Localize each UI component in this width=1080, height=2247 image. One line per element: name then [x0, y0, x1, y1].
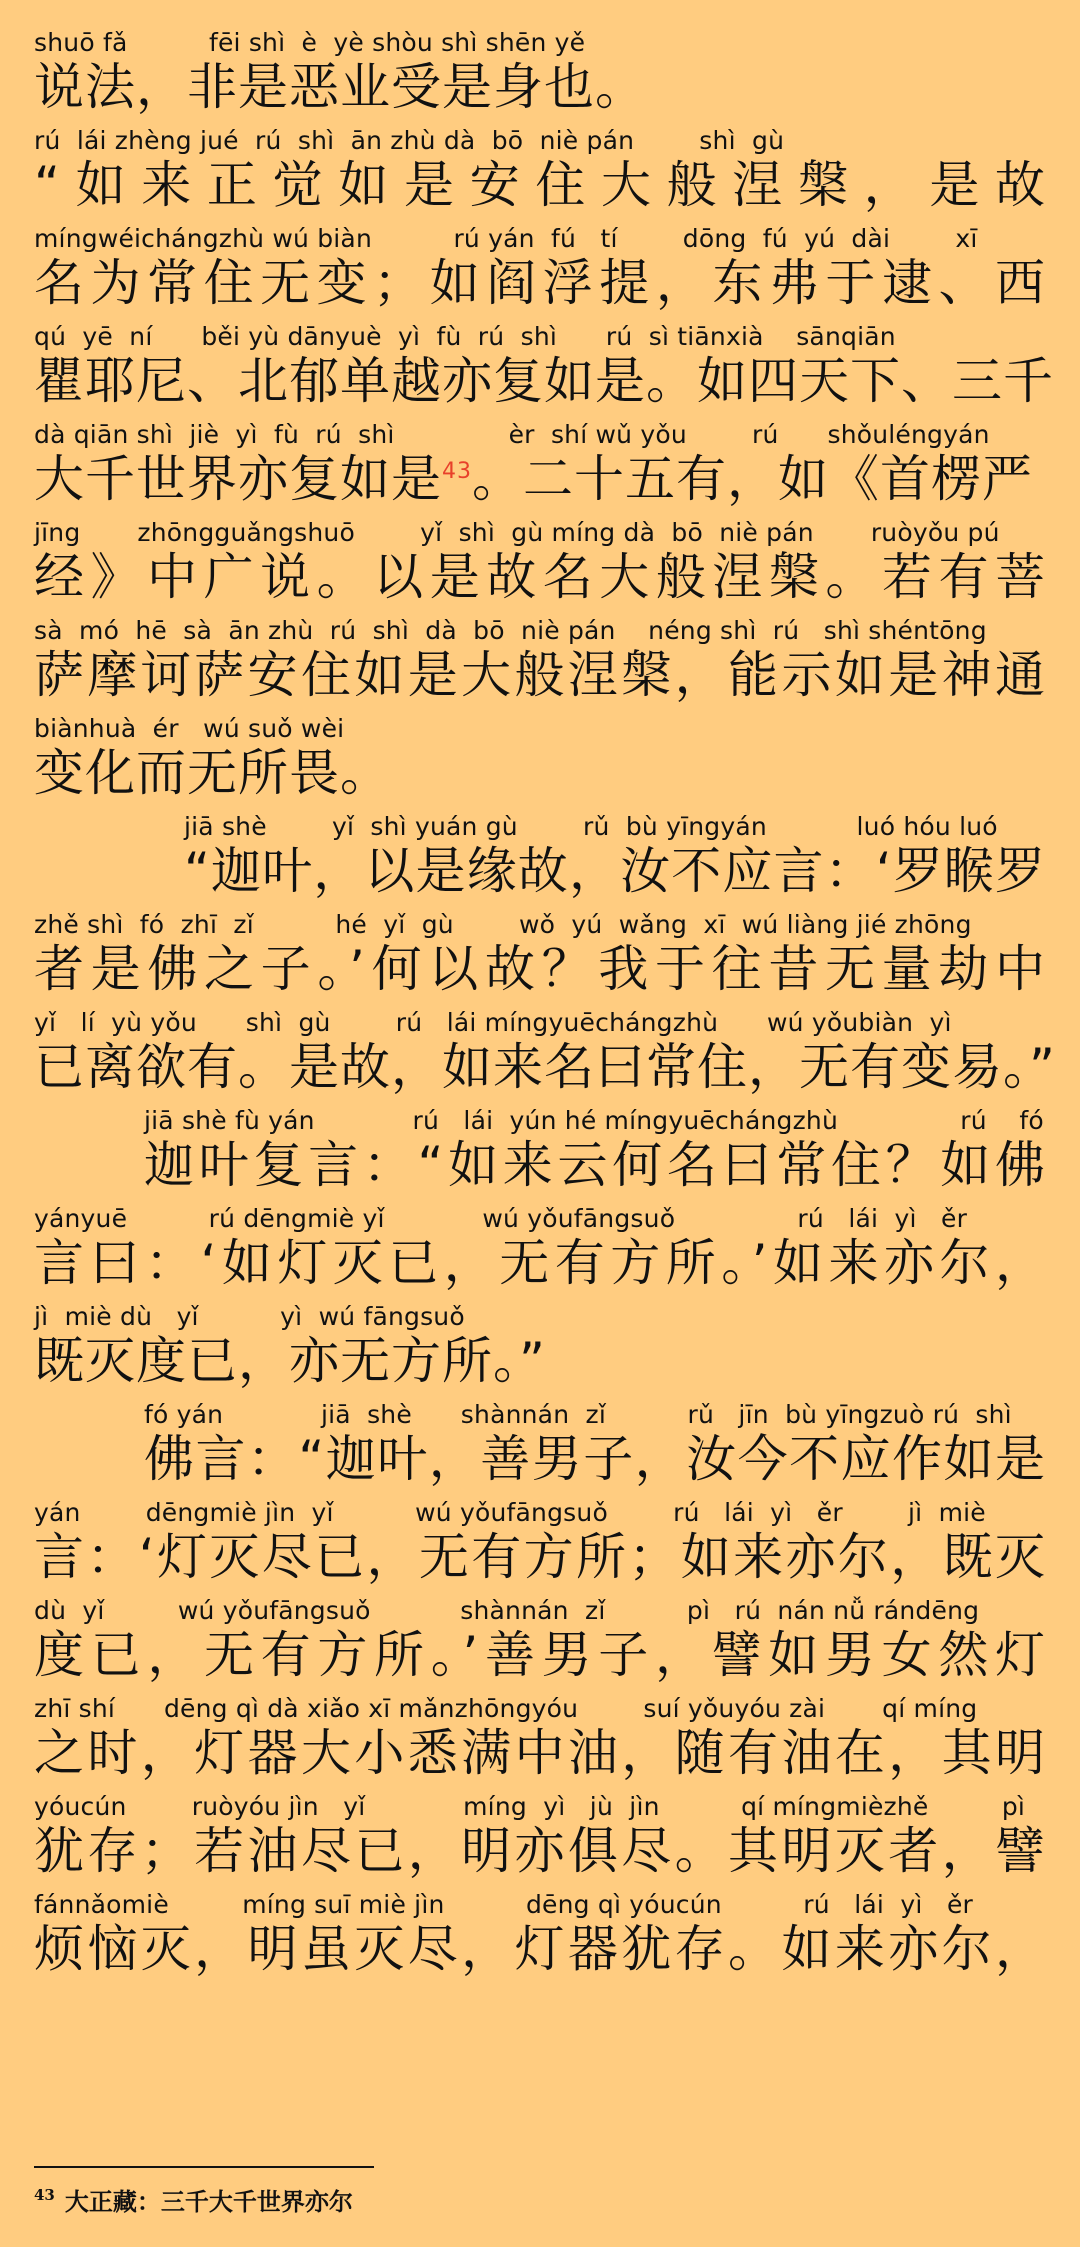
hanzi-text	[34, 254, 1046, 312]
text-line	[34, 1890, 1046, 1978]
pinyin-annotation: jiā shè fù yán rú lái yún hé míngyuēchángzhù rú fó	[144, 1106, 1044, 1135]
hanzi-segment: 烦恼灭，明虽灭尽，灯器犹存。如来亦尔，	[34, 1920, 1046, 1978]
hanzi-text	[34, 156, 1046, 214]
pinyin-annotation: yán dēngmiè jìn yǐ wú yǒufāngsuǒ rú lái yì ěr jì miè	[34, 1498, 986, 1527]
hanzi-segment: 者是佛之子。’何以故？我于往昔无量劫中	[34, 940, 1046, 998]
hanzi-segment: 犹存；若油尽已，明亦俱尽。其明灭者，譬	[34, 1822, 1046, 1880]
hanzi-text	[34, 548, 1046, 606]
hanzi-segment: “如来正觉如是安住大般涅槃，是故	[34, 156, 1046, 214]
pinyin-annotation: sà mó hē sà ān zhù rú shì dà bō niè pán néng shì rú shì shéntōng	[34, 616, 987, 645]
hanzi-text	[34, 1528, 1046, 1586]
pinyin-annotation: zhī shí dēng qì dà xiǎo xī mǎnzhōngyóu suí yǒuyóu zài qí míng	[34, 1694, 978, 1723]
pinyin-annotation: jiā shè yǐ shì yuán gù rǔ bù yīngyán luó hóu luó	[184, 812, 998, 841]
hanzi-segment: 佛言：“迦叶，善男子，汝今不应作如是	[144, 1430, 1046, 1488]
hanzi-segment: 言曰：‘如灯灭已，无有方所。’如来亦尔，	[34, 1234, 1046, 1292]
footnote-marker[interactable]: 43	[442, 459, 472, 484]
pinyin-annotation: shuō fǎ fēi shì è yè shòu shì shēn yě	[34, 28, 586, 57]
hanzi-segment: 度已，无有方所。’善男子，譬如男女然灯	[34, 1626, 1046, 1684]
pinyin-annotation: míngwéichángzhù wú biàn rú yán fú tí dōng fú yú dài xī	[34, 224, 978, 253]
text-line	[34, 1400, 1046, 1488]
text-line	[34, 420, 1046, 508]
footnote-text: 大正藏：三千大千世界亦尔	[64, 2187, 353, 2216]
hanzi-text	[184, 842, 1046, 900]
text-line	[34, 518, 1046, 606]
footnote	[34, 2180, 353, 2217]
pinyin-annotation: fó yán jiā shè shànnán zǐ rǔ jīn bù yīngzuò rú shì	[144, 1400, 1012, 1429]
hanzi-segment: 。二十五有，如《首楞严	[472, 450, 1033, 508]
hanzi-text	[144, 1136, 1046, 1194]
text-line	[34, 714, 1046, 802]
hanzi-text	[34, 352, 1054, 410]
text-line	[34, 1106, 1046, 1194]
text-line	[34, 1302, 1046, 1390]
hanzi-segment: 经》中广说。以是故名大般涅槃。若有菩	[34, 548, 1046, 606]
hanzi-text	[34, 1822, 1046, 1880]
hanzi-text	[34, 646, 1046, 704]
pinyin-annotation: biànhuà ér wú suǒ wèi	[34, 714, 345, 743]
hanzi-segment: 大千世界亦复如是	[34, 450, 442, 508]
hanzi-segment: 既灭度已，亦无方所。”	[34, 1332, 546, 1390]
text-line	[34, 1596, 1046, 1684]
text-line	[34, 28, 1046, 116]
hanzi-text	[34, 58, 1046, 116]
hanzi-text	[34, 1724, 1046, 1782]
text-line	[34, 1792, 1046, 1880]
pinyin-annotation: yányuē rú dēngmiè yǐ wú yǒufāngsuǒ rú lái yì ěr	[34, 1204, 968, 1233]
hanzi-segment: 萨摩诃萨安住如是大般涅槃，能示如是神通	[34, 646, 1046, 704]
hanzi-segment: “迦叶，以是缘故，汝不应言：‘罗睺罗	[184, 842, 1046, 900]
text-line	[34, 1008, 1056, 1096]
pinyin-annotation: dà qiān shì jiè yì fù rú shì èr shí wǔ yǒu rú shǒuléngyán	[34, 420, 990, 449]
hanzi-text	[34, 744, 1046, 802]
hanzi-segment: 变化而无所畏。	[34, 744, 391, 802]
text-line	[34, 1498, 1046, 1586]
text-line	[34, 1204, 1046, 1292]
hanzi-text	[34, 1626, 1046, 1684]
hanzi-segment: 之时，灯器大小悉满中油，随有油在，其明	[34, 1724, 1046, 1782]
pinyin-annotation: dù yǐ wú yǒufāngsuǒ shànnán zǐ pì rú nán nǚ rándēng	[34, 1596, 980, 1625]
hanzi-text	[34, 1234, 1046, 1292]
hanzi-text	[34, 450, 1046, 508]
hanzi-text	[34, 940, 1046, 998]
text-line	[34, 224, 1046, 312]
hanzi-segment: 说法，非是恶业受是身也。	[34, 58, 646, 116]
pinyin-annotation: jīng zhōngguǎngshuō yǐ shì gù míng dà bō niè pán ruòyǒu pú	[34, 518, 1000, 547]
footnote-divider	[34, 2166, 374, 2168]
text-line	[34, 910, 1046, 998]
hanzi-segment: 已离欲有。是故，如来名曰常住，无有变易。”	[34, 1038, 1056, 1096]
hanzi-text	[34, 1920, 1046, 1978]
hanzi-segment: 迦叶复言：“如来云何名曰常住？如佛	[144, 1136, 1046, 1194]
pinyin-annotation: yǐ lí yù yǒu shì gù rú lái míngyuēchángzhù wú yǒubiàn yì	[34, 1008, 952, 1037]
text-line	[34, 322, 1054, 410]
hanzi-text	[34, 1038, 1056, 1096]
pinyin-annotation: yóucún ruòyóu jìn yǐ míng yì jù jìn qí míngmièzhě pì	[34, 1792, 1026, 1821]
text-line	[34, 616, 1046, 704]
pinyin-annotation: jì miè dù yǐ yì wú fāngsuǒ	[34, 1302, 465, 1331]
pinyin-annotation: fánnǎomiè míng suī miè jìn dēng qì yóucún rú lái yì ěr	[34, 1890, 973, 1919]
hanzi-text	[144, 1430, 1046, 1488]
text-line	[34, 812, 1046, 900]
pinyin-annotation: zhě shì fó zhī zǐ hé yǐ gù wǒ yú wǎng xī wú liàng jié zhōng	[34, 910, 972, 939]
footnote-ref-number: 43	[34, 2186, 55, 2204]
hanzi-segment: 言：‘灯灭尽已，无有方所；如来亦尔，既灭	[34, 1528, 1046, 1586]
pinyin-annotation: rú lái zhèng jué rú shì ān zhù dà bō niè pán shì gù	[34, 126, 785, 155]
pinyin-annotation: qú yē ní běi yù dānyuè yì fù rú shì rú sì tiānxià sānqiān	[34, 322, 896, 351]
hanzi-segment: 瞿耶尼、北郁单越亦复如是。如四天下、三千	[34, 352, 1054, 410]
text-line	[34, 126, 1046, 214]
hanzi-segment: 名为常住无变；如阎浮提，东弗于逮、西	[34, 254, 1046, 312]
hanzi-text	[34, 1332, 1046, 1390]
text-line	[34, 1694, 1046, 1782]
